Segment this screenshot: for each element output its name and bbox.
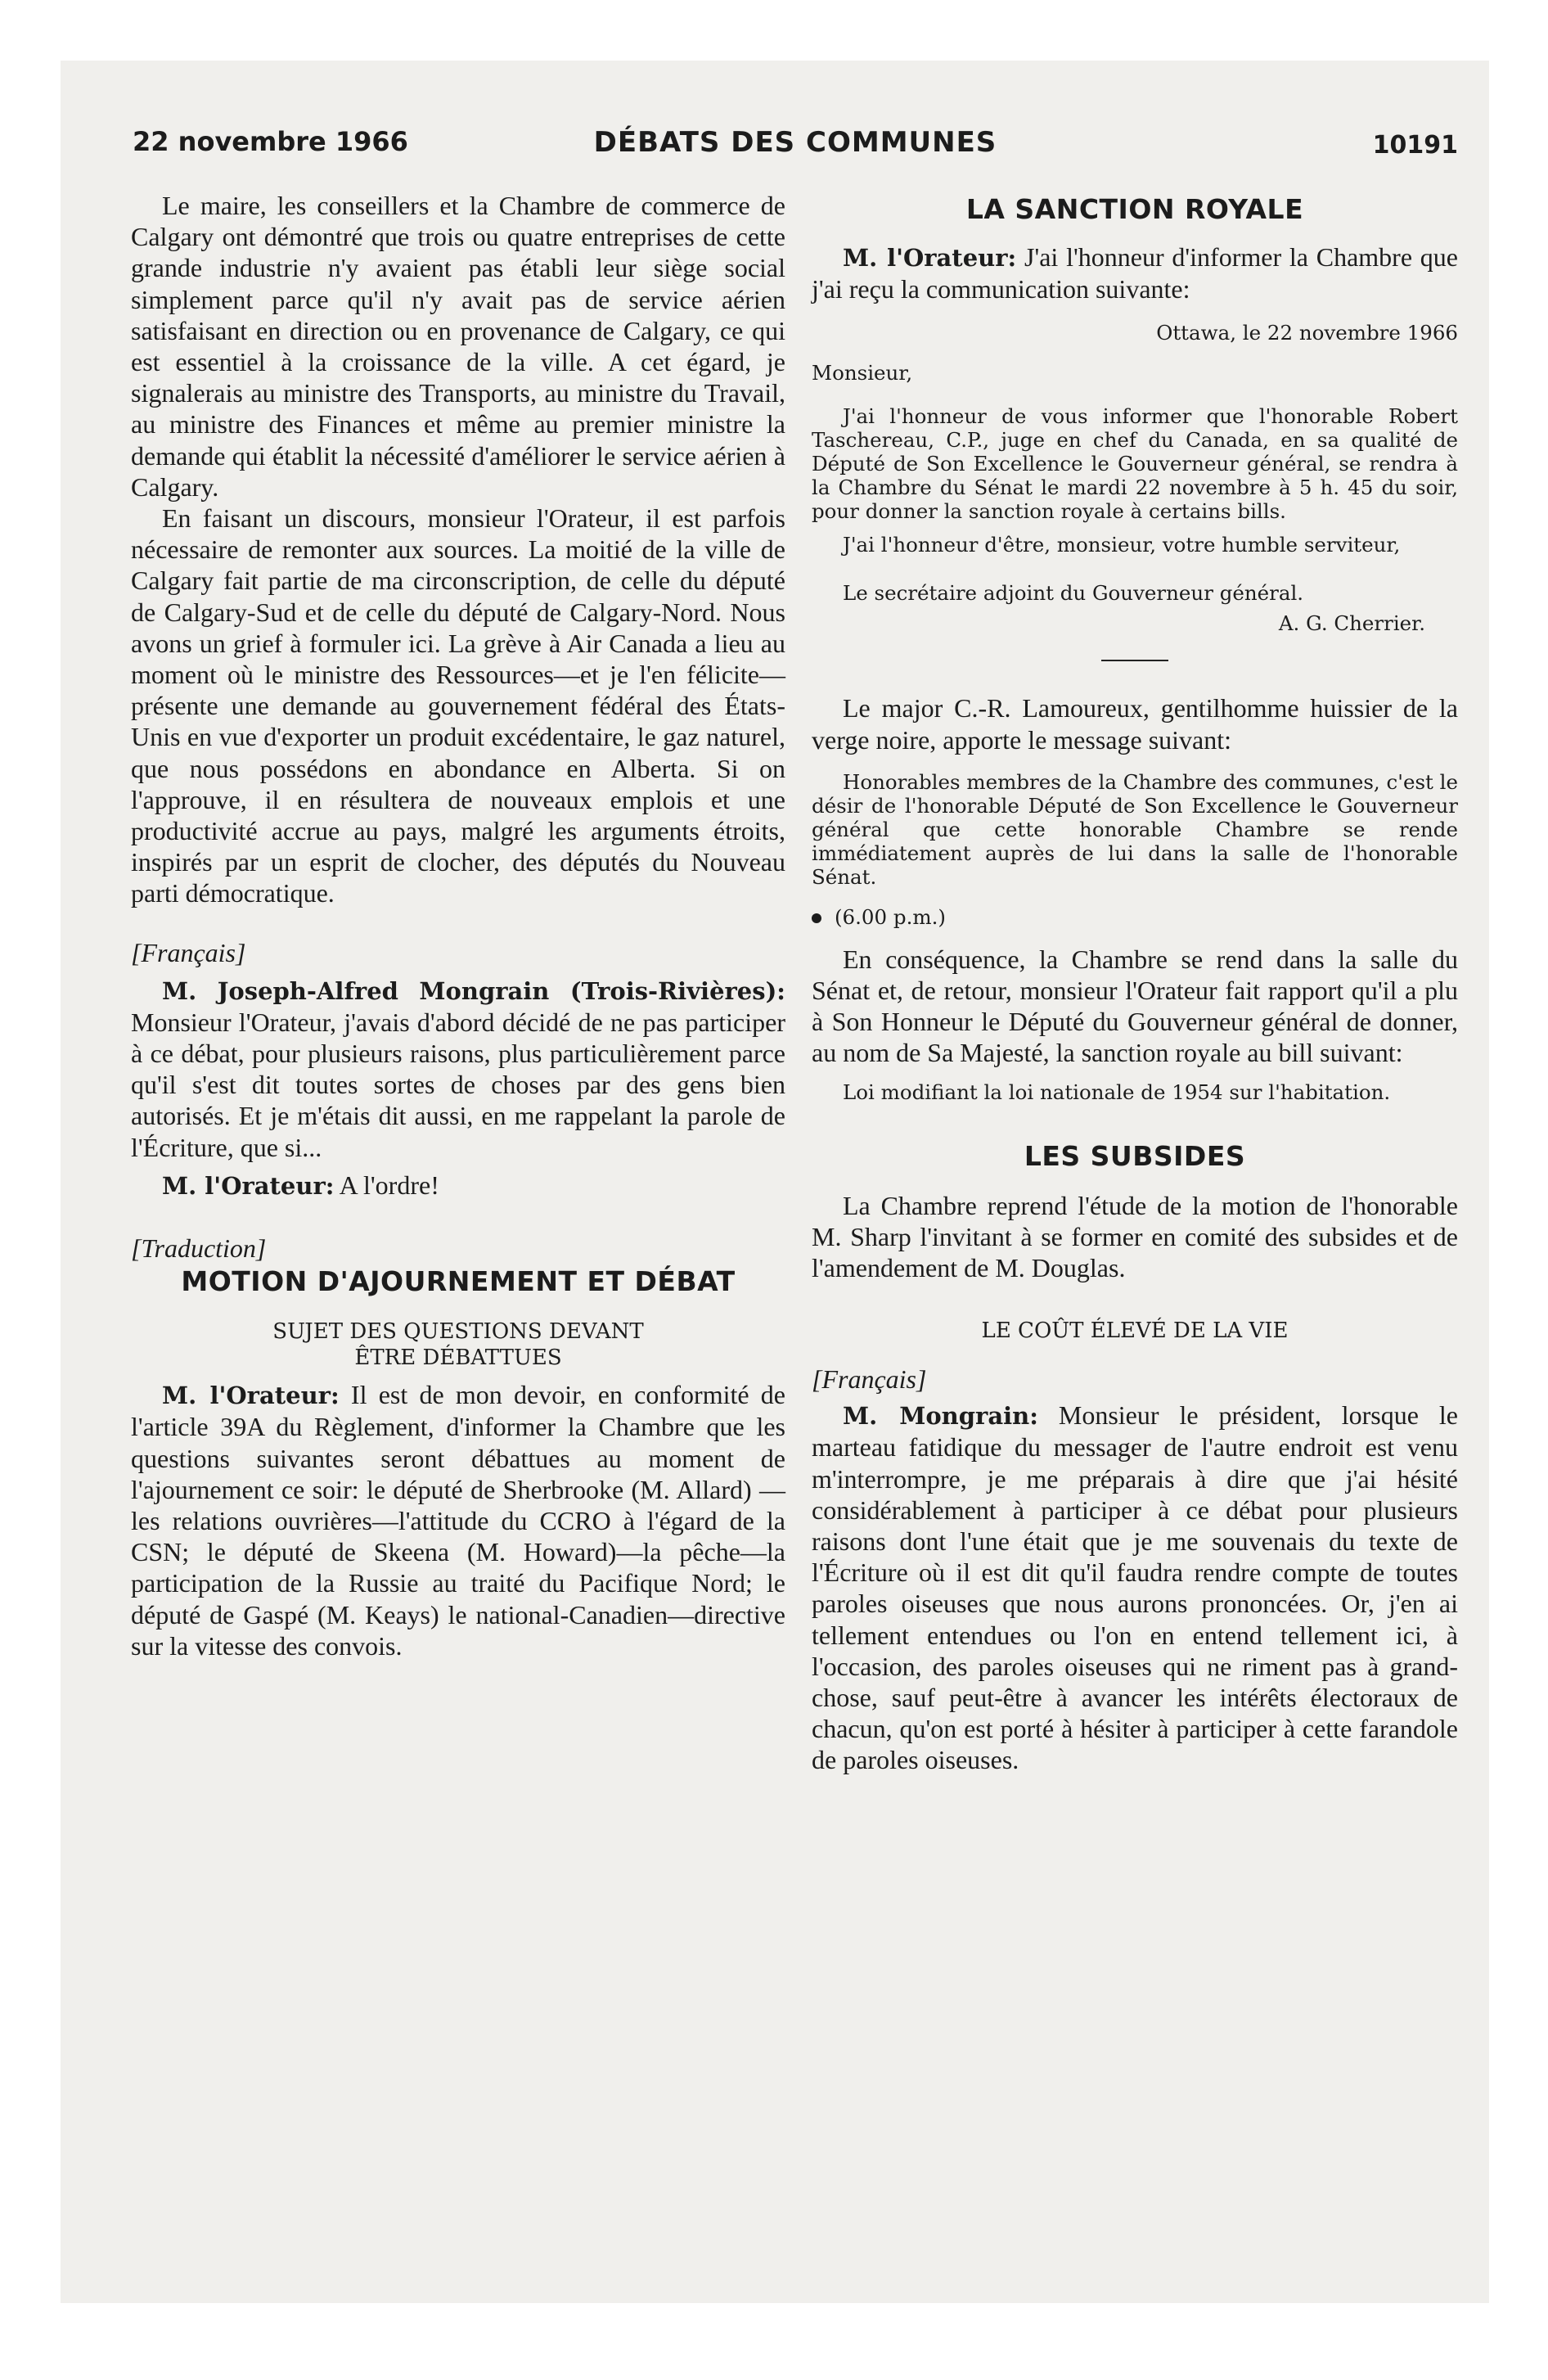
subheading-cout-vie: LE COÛT ÉLEVÉ DE LA VIE	[981, 1318, 1289, 1344]
paragraph-lamoureux: Le major C.-R. Lamoureux, gentilhomme huissier de la verge noire, apporte le message suivant:	[812, 693, 1458, 755]
paragraph-calgary-service: Le maire, les conseillers et la Chambre de commerce de Calgary ont démontré que trois ou quatre entreprises de cette grande industrie n'y avaient pas établi leur siège social simplement parce qu'il n'y avait pas de service aérien satisfaisant en direction ou en provenance de Calgary, ce qui est essentiel à la croissance de la ville. A cet égard, je signalerais au ministre des Transports, au ministre du Travail, au ministre des Finances et même au premier ministre la demande qui établit la nécessité d'améliorer le service aérien à Calgary.	[131, 191, 785, 502]
paragraph-subsides: La Chambre reprend l'étude de la motion de l'honorable M. Sharp l'invitant à se former en comité des subsides et de l'amendement de M. Douglas.	[812, 1190, 1458, 1283]
language-tag-traduction: [Traduction]	[131, 1233, 267, 1264]
section-heading-sanction: LA SANCTION ROYALE	[965, 193, 1304, 225]
bill-title: Loi modifiant la loi nationale de 1954 sur l'habitation.	[843, 1080, 1391, 1104]
time-text: (6.00 p.m.)	[835, 904, 946, 929]
right-column	[812, 190, 1458, 1776]
letter-sender-title: Le secrétaire adjoint du Gouverneur général.	[843, 581, 1304, 606]
left-column	[131, 190, 785, 1661]
letter-signature: A. G. Cherrier.	[1278, 611, 1425, 636]
subheading-line: SUJET DES QUESTIONS DEVANT	[272, 1319, 644, 1345]
language-tag-francais-right: [Français]	[812, 1364, 927, 1395]
section-heading-motion: MOTION D'AJOURNEMENT ET DÉBAT	[181, 1265, 736, 1298]
speech-text: A l'ordre!	[339, 1170, 439, 1200]
speech-orateur-1	[131, 1170, 785, 1201]
speaker-name: M. Mongrain:	[843, 1402, 1038, 1431]
speech-text: Il est de mon devoir, en conformité de l'article 39A du Règlement, d'informer la Chambre que les questions suivantes seront débattues au moment de l'ajournement ce soir: le député de Sherbrooke (M. Allard) —les relations ouvrières—l'attitude du CCRO à l'égard de la CSN; le député de Skeena (M. Howard)—la pêche—la participation de la Russie au traité du Pacifique Nord; le député de Gaspé (M. Keays) le national-Canadien—directive sur la vitesse des convois.	[131, 1380, 785, 1661]
speech-orateur-2	[131, 1379, 785, 1661]
letter-closing: J'ai l'honneur d'être, monsieur, votre humble serviteur,	[843, 533, 1401, 557]
letter-body: J'ai l'honneur de vous informer que l'honorable Robert Taschereau, C.P., juge en chef du Canada, en sa qualité de Député de Son Excellence le Gouverneur général, se rendra à la Chambre du Sénat le mardi 22 novembre à 5 h. 45 du soir, pour donner la sanction royale à certains bills.	[812, 404, 1458, 524]
speech-text: Monsieur le président, lorsque le marteau fatidique du messager de l'autre endroit est venu m'interrompre, je me préparais à dire que j'ai hésité considérablement à participer à ce débat pour plusieurs raisons dont l'une était que je me souvenais du texte de l'Écriture où il est dit qu'il faudra rendre compte de toutes paroles oiseuses que nous aurons prononcées. Or, j'en ai tellement entendues ou l'on en entend tellement ici, à l'occasion, des paroles oiseuses qui ne riment pas à grand-chose, sauf peut-être à avancer les intérêts électoraux de chacun, qu'on est porté à hésiter à participer à cette farandole de paroles oiseuses.	[812, 1400, 1458, 1775]
speech-orateur-sanction	[812, 241, 1458, 304]
page-number: 10191	[1372, 131, 1458, 160]
speaker-name: M. l'Orateur:	[162, 1382, 340, 1410]
header-date: 22 novembre 1966	[133, 126, 408, 157]
message-text: Honorables membres de la Chambre des communes, c'est le désir de l'honorable Député de Son Excellence le Gouverneur général que cette honorable Chambre se rende immédiatement auprès de lui dans la salle de l'honorable Sénat.	[812, 769, 1458, 889]
paragraph-consequence: En conséquence, la Chambre se rend dans la salle du Sénat et, de retour, monsieur l'Orateur fait rapport qu'il a plu à Son Honneur le Député du Gouverneur général de donner, au nom de Sa Majesté, la sanction royale au bill suivant:	[812, 944, 1458, 1068]
subheading-line: ÊTRE DÉBATTUES	[354, 1346, 562, 1371]
letter-salutation: Monsieur,	[812, 361, 913, 385]
speech-text: J'ai l'honneur d'informer la Chambre que j'ai reçu la communication suivante:	[812, 242, 1459, 304]
section-heading-subsides: LES SUBSIDES	[1024, 1139, 1246, 1172]
speaker-name: M. Joseph-Alfred Mongrain (Trois-Rivières):	[162, 976, 785, 1005]
page-header	[133, 119, 1458, 169]
time-marker	[812, 905, 1458, 929]
speaker-name: M. l'Orateur:	[162, 1171, 335, 1200]
letter-date: Ottawa, le 22 novembre 1966	[1156, 321, 1458, 345]
language-tag-francais: [Français]	[131, 937, 246, 967]
speech-mongrain-1	[131, 975, 785, 1163]
speech-mongrain-2	[812, 1400, 1458, 1775]
header-title: DÉBATS DES COMMUNES	[593, 126, 997, 159]
paragraph-sources: En faisant un discours, monsieur l'Orateur, il est parfois nécessaire de remonter aux sources. La moitié de la ville de Calgary fait partie de ma circonscription, de celle du député de Calgary-Sud et de celle du député de Calgary-Nord. Nous avons un grief à formuler ici. La grève à Air Canada a lieu au moment où le ministre des Ressources—et je l'en félicite—présente une demande au gouvernement fédéral des États-Unis en vue d'exporter un produit excédentaire, le gaz naturel, que nous possédons en abondance en Alberta. Si on l'approuve, il en résultera de nouveaux emplois et une productivité accrue au pays, malgré les arguments étroits, inspirés par un esprit de clocher, des députés du Nouveau parti démocratique.	[131, 503, 785, 908]
speech-text: Monsieur l'Orateur, j'avais d'abord décidé de ne pas participer à ce débat, pour plusieurs raisons, plus particulièrement parce qu'il s'est dit toutes sortes de choses par des gens bien autorisés. Et je m'étais dit aussi, en me rappelant la parole de l'Écriture, que si...	[131, 1007, 785, 1162]
speaker-name: M. l'Orateur:	[843, 244, 1017, 272]
subheading-questions	[131, 1318, 785, 1371]
section-divider	[1101, 660, 1168, 661]
bullet-icon	[812, 913, 821, 923]
